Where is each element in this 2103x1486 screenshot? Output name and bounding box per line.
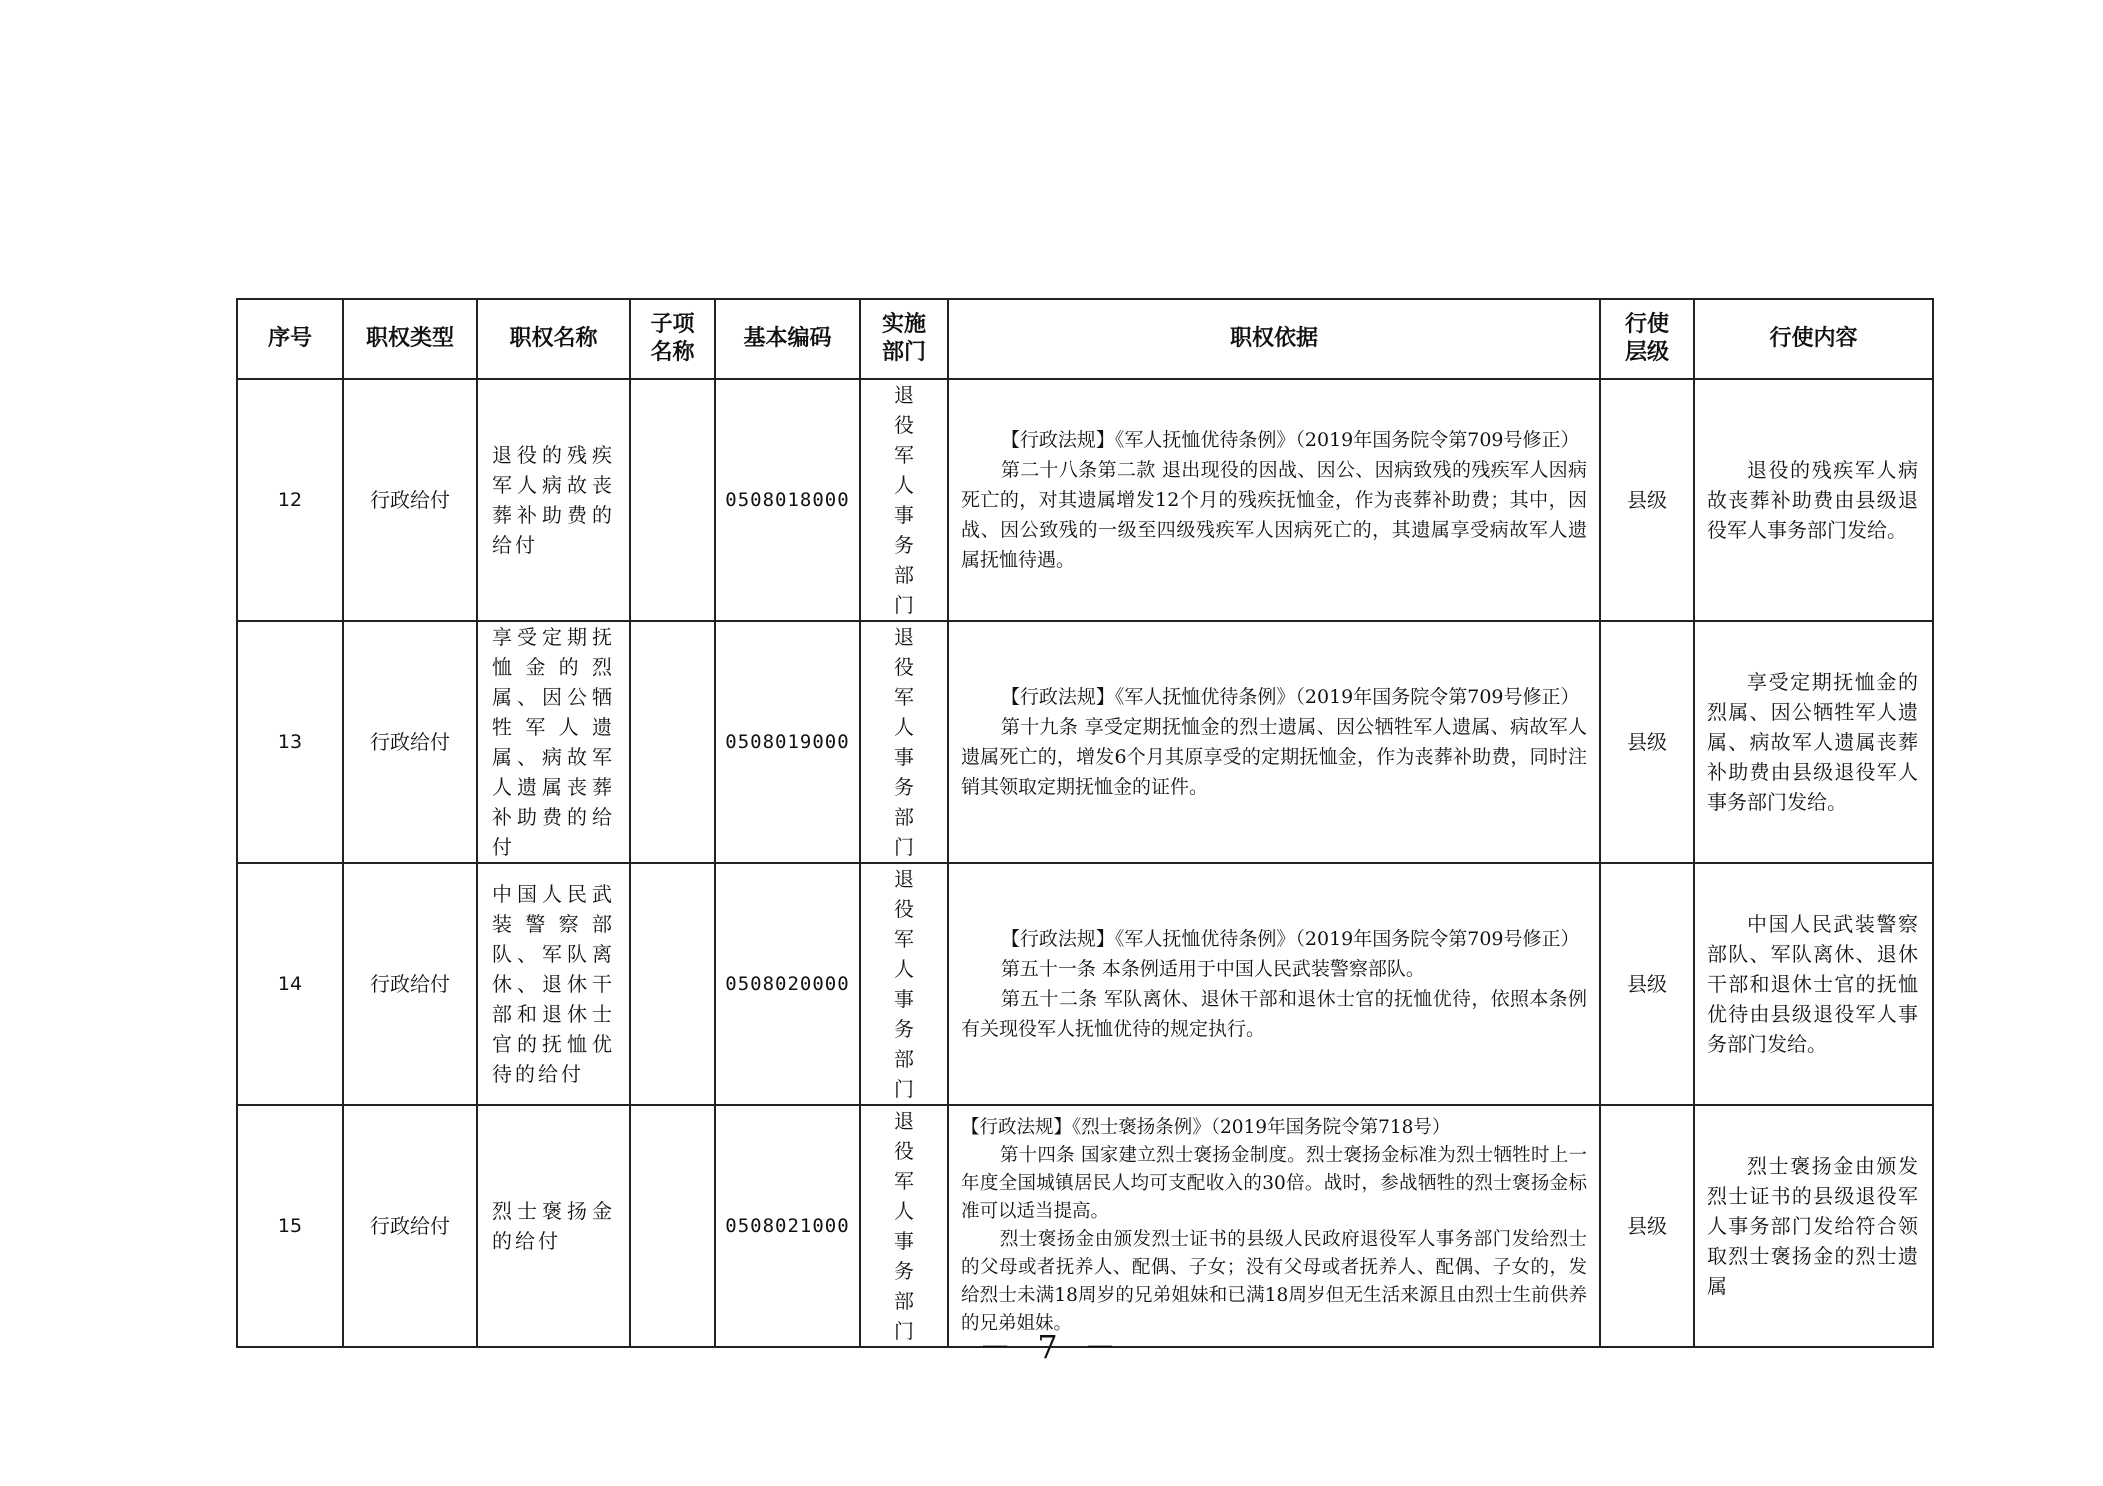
cell-content-text: 退役的残疾军人病故丧葬补助费由县级退役军人事务部门发给。 — [1707, 458, 1918, 542]
cell-content-text: 享受定期抚恤金的烈属、因公牺牲军人遗属、病故军人遗属丧葬补助费由县级退役军人事务部门发给。 — [1707, 670, 1918, 814]
cell-sub — [630, 379, 715, 621]
cell-seq: 15 — [237, 1105, 343, 1347]
basis-line: 烈士褒扬金由颁发烈士证书的县级人民政府退役军人事务部门发给烈士的父母或者抚养人、配偶、子女；没有父母或者抚养人、配偶、子女的，发给烈士未满18周岁的兄弟姐妹和已满18周岁但无生活来源且由烈士生前供养的兄弟姐妹。 — [961, 1229, 1587, 1334]
cell-name: 中国人民武装警察部队、军队离休、退休干部和退休士官的抚恤优待的给付 — [477, 863, 630, 1105]
cell-code: 0508020000 — [715, 863, 860, 1105]
cell-basis — [948, 621, 1600, 863]
header-sub-label: 子项名称 — [650, 311, 695, 365]
header-content: 行使内容 — [1694, 299, 1933, 379]
header-level — [1600, 299, 1694, 379]
cell-dept-text: 退役军人事务部门 — [894, 867, 914, 1101]
cell-basis — [948, 1105, 1600, 1347]
cell-dept-text: 退役军人事务部门 — [894, 383, 914, 617]
cell-level: 县级 — [1600, 379, 1694, 621]
cell-level: 县级 — [1600, 863, 1694, 1105]
cell-code: 0508018000 — [715, 379, 860, 621]
cell-code: 0508019000 — [715, 621, 860, 863]
cell-type: 行政给付 — [343, 379, 477, 621]
table-header-row — [237, 299, 1933, 379]
header-type: 职权类型 — [343, 299, 477, 379]
header-level-label: 行使层级 — [1624, 311, 1669, 365]
basis-line: 第十四条 国家建立烈士褒扬金制度。烈士褒扬金标准为烈士牺牲时上一年度全国城镇居民人均可支配收入的30倍。战时，参战牺牲的烈士褒扬金标准可以适当提高。 — [961, 1145, 1587, 1222]
cell-seq: 13 — [237, 621, 343, 863]
cell-code: 0508021000 — [715, 1105, 860, 1347]
table-row — [237, 379, 1933, 621]
cell-type: 行政给付 — [343, 1105, 477, 1347]
cell-type: 行政给付 — [343, 863, 477, 1105]
cell-level: 县级 — [1600, 621, 1694, 863]
header-code: 基本编码 — [715, 299, 860, 379]
cell-dept — [860, 1105, 948, 1347]
basis-line: 【行政法规】《军人抚恤优待条例》（2019年国务院令第709号修正） — [1000, 686, 1580, 708]
cell-seq: 14 — [237, 863, 343, 1105]
cell-type: 行政给付 — [343, 621, 477, 863]
cell-basis — [948, 379, 1600, 621]
cell-seq: 12 — [237, 379, 343, 621]
cell-sub — [630, 621, 715, 863]
basis-line: 第五十二条 军队离休、退休干部和退休士官的抚恤优待，依照本条例有关现役军人抚恤优待的规定执行。 — [961, 988, 1587, 1040]
basis-line: 【行政法规】《烈士褒扬条例》（2019年国务院令第718号） — [961, 1117, 1451, 1138]
cell-content-text: 烈士褒扬金由颁发烈士证书的县级退役军人事务部门发给符合领取烈士褒扬金的烈士遗属 — [1707, 1154, 1918, 1298]
page-number: － 7 － — [979, 1328, 1124, 1366]
basis-line: 第二十八条第二款 退出现役的因战、因公、因病致残的残疾军人因病死亡的，对其遗属增发12个月的残疾抚恤金，作为丧葬补助费；其中，因战、因公致残的一级至四级残疾军人因病死亡的，其遗属享受病故军人遗属抚恤待遇。 — [961, 459, 1587, 571]
table-row — [237, 1105, 1933, 1347]
cell-content — [1694, 379, 1933, 621]
header-dept — [860, 299, 948, 379]
cell-content — [1694, 1105, 1933, 1347]
basis-line: 第五十一条 本条例适用于中国人民武装警察部队。 — [1000, 958, 1425, 980]
table-row — [237, 621, 1933, 863]
cell-level: 县级 — [1600, 1105, 1694, 1347]
cell-content — [1694, 621, 1933, 863]
header-dept-label: 实施部门 — [881, 311, 926, 365]
cell-dept — [860, 621, 948, 863]
header-name: 职权名称 — [477, 299, 630, 379]
cell-name: 享受定期抚恤金的烈属、因公牺牲军人遗属、病故军人遗属丧葬补助费的给付 — [477, 621, 630, 863]
basis-line: 【行政法规】《军人抚恤优待条例》（2019年国务院令第709号修正） — [1000, 429, 1580, 451]
cell-sub — [630, 863, 715, 1105]
header-basis: 职权依据 — [948, 299, 1600, 379]
cell-sub — [630, 1105, 715, 1347]
header-seq: 序号 — [237, 299, 343, 379]
table-row — [237, 863, 1933, 1105]
authority-table — [236, 298, 1934, 1348]
cell-name: 退役的残疾军人病故丧葬补助费的给付 — [477, 379, 630, 621]
cell-dept-text: 退役军人事务部门 — [894, 625, 914, 859]
header-sub — [630, 299, 715, 379]
basis-line: 【行政法规】《军人抚恤优待条例》（2019年国务院令第709号修正） — [1000, 928, 1580, 950]
cell-content — [1694, 863, 1933, 1105]
cell-basis — [948, 863, 1600, 1105]
cell-name: 烈士褒扬金的给付 — [477, 1105, 630, 1347]
cell-dept — [860, 863, 948, 1105]
basis-line: 第十九条 享受定期抚恤金的烈士遗属、因公牺牲军人遗属、病故军人遗属死亡的，增发6个月其原享受的定期抚恤金，作为丧葬补助费，同时注销其领取定期抚恤金的证件。 — [961, 716, 1587, 798]
authority-table-container — [236, 298, 1932, 1348]
cell-dept — [860, 379, 948, 621]
cell-content-text: 中国人民武装警察部队、军队离休、退休干部和退休士官的抚恤优待由县级退役军人事务部门发给。 — [1707, 912, 1918, 1056]
cell-dept-text: 退役军人事务部门 — [894, 1109, 914, 1343]
